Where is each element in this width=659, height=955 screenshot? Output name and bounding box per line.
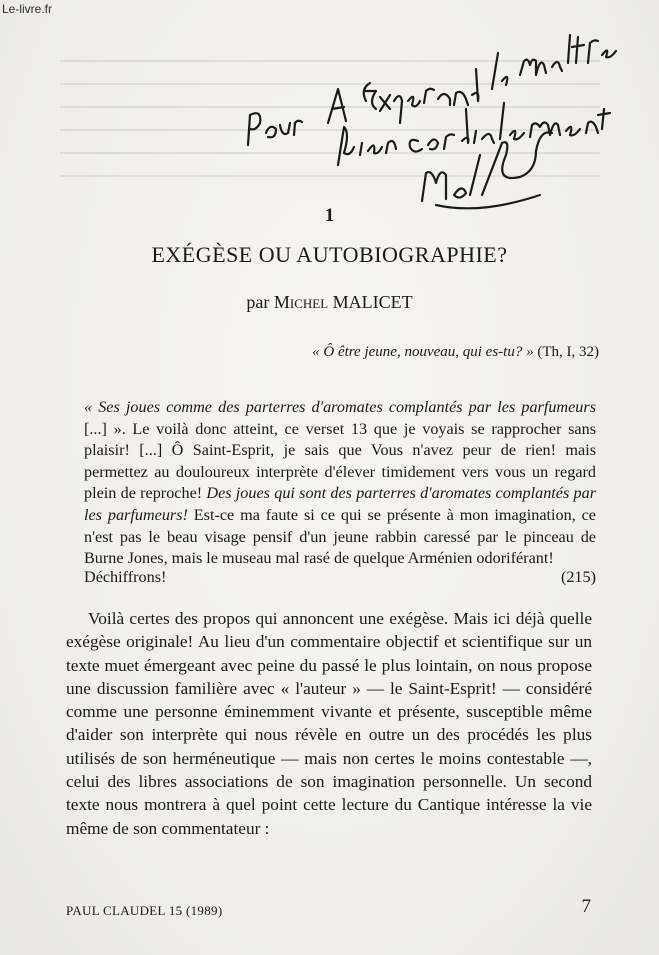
quote-closing: Déchiffrons! — [84, 568, 167, 586]
byline-author: Michel MALICET — [273, 292, 413, 312]
article-title: EXÉGÈSE OU AUTOBIOGRAPHIE? — [151, 242, 508, 267]
footer-journal-citation: PAUL CLAUDEL 15 (1989) — [66, 903, 223, 918]
quote-reference: (215) — [560, 568, 596, 586]
epigraph-reference: (Th, I, 32) — [533, 344, 599, 360]
quote-text-2: Est-ce ma faute si ce qui se présente à mon imagination, ce n'est pas le beau visage pensif d'un jeune rabbin caressé par le pinceau de Burne Jones, mais le museau mal rasé de quelque Arménien odoriférant! — [84, 505, 596, 568]
footer-page-number: 7 — [581, 896, 591, 917]
section-number: 1 — [324, 205, 335, 226]
body-text — [66, 607, 592, 840]
epigraph — [312, 344, 599, 361]
epigraph-quote: « Ô être jeune, nouveau, qui es-tu? » — [312, 344, 534, 360]
block-quote — [84, 397, 596, 570]
handwritten-dedication-signature — [240, 5, 630, 220]
site-watermark: Le-livre.fr — [2, 2, 53, 16]
quote-italic-repeat: Des joues qui sont des parterres d'aromates complantés par les parfumeurs! — [84, 484, 596, 524]
quote-text-1: [...] ». Le voilà donc atteint, ce verset 13 que je voyais se rapprocher sans plaisir! [...] Ô Saint-Esprit, je sais que Vous n'avez peur de rien! mais permettez au douloureux interprète d'élever timidement vers vous un regard plein de reproche! — [84, 419, 596, 503]
byline-prefix: par — [246, 292, 274, 312]
quote-italic-opening: « Ses joues comme des parterres d'aromates complantés par les parfumeurs — [84, 398, 596, 416]
quote-footer — [84, 568, 596, 587]
body-paragraph: Voilà certes des propos qui annoncent une exégèse. Mais ici déjà quelle exégèse originale! Au lieu d'un commentaire objectif et scientifique sur un texte muet émergeant avec peine du passé le plus lointain, on nous propose une discussion familière avec « l'auteur » — le Saint-Esprit! — considéré comme une personne éminemment vivante et présente, susceptible même d'aider son interprète qui nous révèle en outre un des procédés les plus utilisés de son herméneutique — mais non certes le moins contestable —, celui des libres associations de son imagination personnelle. Un second texte nous montrera à quel point cette lecture du Cantique intéresse la vie même de son commentateur : — [66, 609, 592, 838]
byline — [0, 292, 659, 313]
